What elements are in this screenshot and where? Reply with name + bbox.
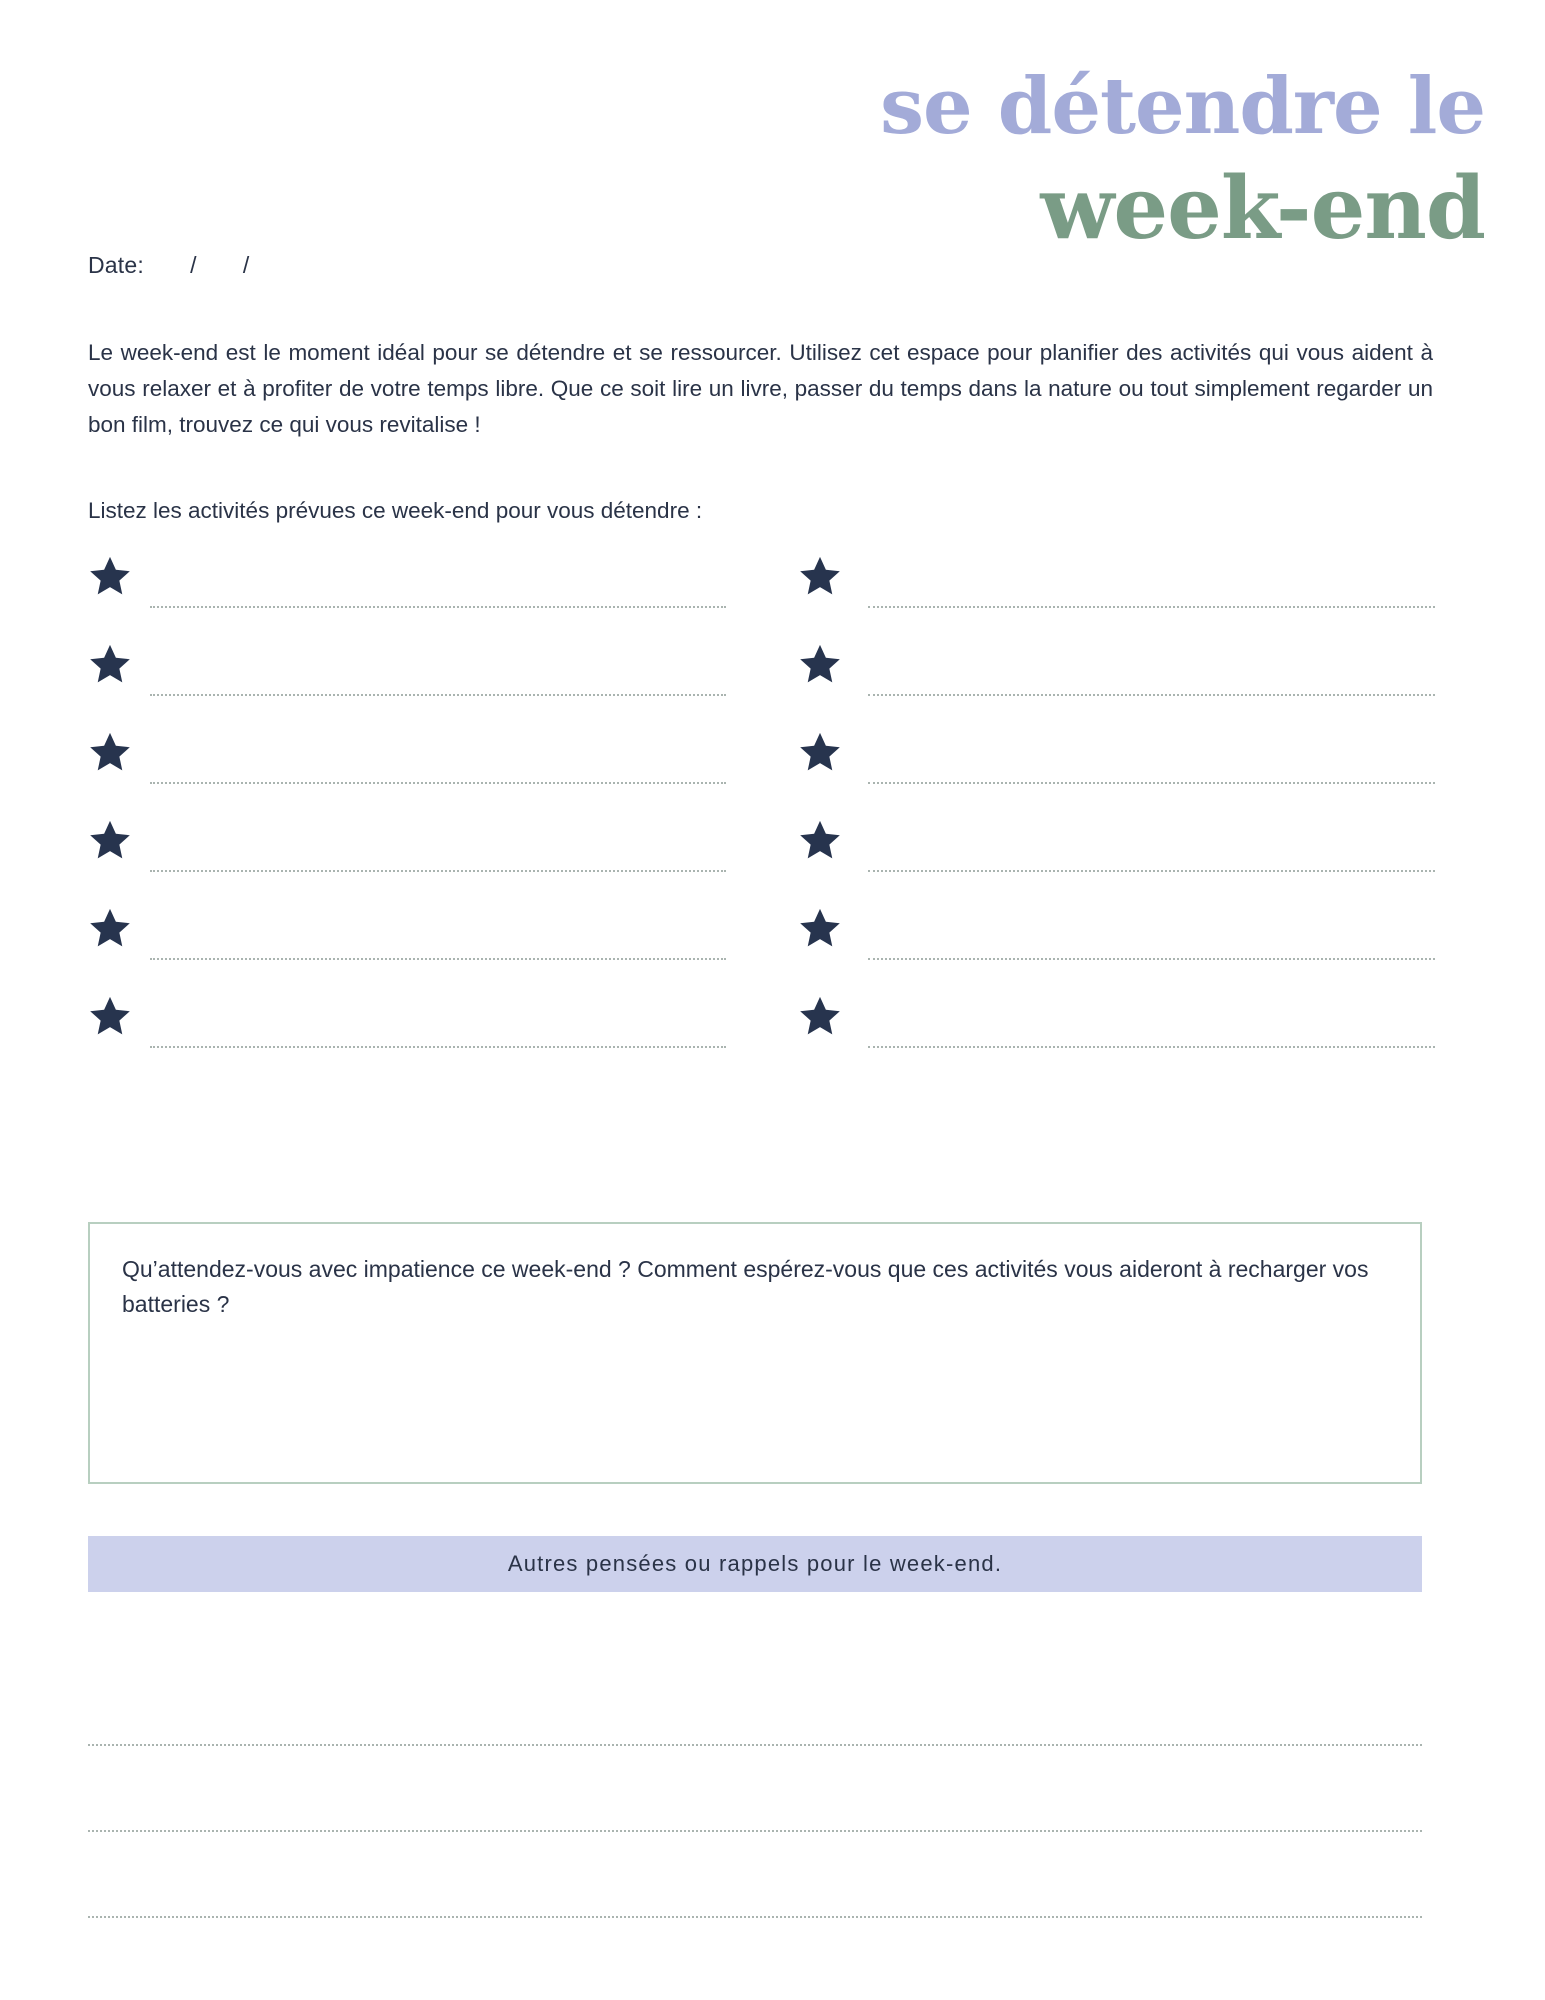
activities-column-left	[88, 548, 726, 1076]
star-icon	[88, 730, 132, 774]
star-icon	[88, 906, 132, 950]
star-icon	[88, 642, 132, 686]
date-value[interactable]: / /	[143, 252, 250, 278]
star-icon	[798, 554, 842, 598]
activities-column-right	[798, 548, 1436, 1076]
activity-input-right-2[interactable]	[868, 636, 1436, 696]
list-item[interactable]	[798, 900, 1436, 988]
activities-list	[88, 548, 1435, 1076]
star-icon	[798, 642, 842, 686]
star-icon	[798, 906, 842, 950]
notes-banner-label: Autres pensées ou rappels pour le week-end.	[507, 1551, 1003, 1576]
star-icon	[798, 818, 842, 862]
star-icon	[798, 994, 842, 1038]
notes-line-3[interactable]	[88, 1832, 1422, 1918]
activity-input-left-5[interactable]	[150, 900, 726, 960]
activity-input-right-6[interactable]	[868, 988, 1436, 1048]
list-item[interactable]	[798, 988, 1436, 1076]
activity-input-left-3[interactable]	[150, 724, 726, 784]
intro-paragraph: Le week-end est le moment idéal pour se détendre et se ressourcer. Utilisez cet espace pour planifier des activités qui vous aident à vous relaxer et à profiter de votre temps libre. Que ce soit lire un livre, passer du temps dans la nature ou tout simplement regarder un bon film, trouvez ce qui vous revitalise !	[88, 339, 1433, 438]
list-item[interactable]	[88, 636, 726, 724]
list-item[interactable]	[798, 548, 1436, 636]
activity-input-right-5[interactable]	[868, 900, 1436, 960]
activity-input-right-1[interactable]	[868, 548, 1436, 608]
notes-line-2[interactable]	[88, 1746, 1422, 1832]
list-item[interactable]	[798, 724, 1436, 812]
date-label: Date:	[88, 252, 144, 278]
list-item[interactable]	[88, 988, 726, 1076]
activity-input-right-4[interactable]	[868, 812, 1436, 872]
list-item[interactable]	[88, 812, 726, 900]
date-field[interactable]	[88, 252, 249, 279]
star-icon	[88, 818, 132, 862]
activity-input-left-6[interactable]	[150, 988, 726, 1048]
notes-lines	[88, 1660, 1422, 1918]
title-line-1: se détendre le	[880, 61, 1485, 152]
list-item[interactable]	[798, 636, 1436, 724]
activities-prompt: Listez les activités prévues ce week-end pour vous détendre :	[88, 498, 703, 523]
page-title	[485, 61, 1485, 259]
list-item[interactable]	[88, 548, 726, 636]
star-icon	[88, 994, 132, 1038]
star-icon	[798, 730, 842, 774]
notes-line-1[interactable]	[88, 1660, 1422, 1746]
activity-input-left-1[interactable]	[150, 548, 726, 608]
notes-banner	[88, 1536, 1422, 1592]
list-item[interactable]	[88, 724, 726, 812]
star-icon	[88, 554, 132, 598]
reflection-box[interactable]	[88, 1222, 1422, 1484]
activity-input-right-3[interactable]	[868, 724, 1436, 784]
list-item[interactable]	[88, 900, 726, 988]
list-item[interactable]	[798, 812, 1436, 900]
title-line-2: week-end	[1040, 158, 1485, 259]
activity-input-left-2[interactable]	[150, 636, 726, 696]
reflection-prompt: Qu’attendez-vous avec impatience ce week-end ? Comment espérez-vous que ces activités vous aideront à recharger vos batteries ?	[122, 1256, 1369, 1317]
activity-input-left-4[interactable]	[150, 812, 726, 872]
